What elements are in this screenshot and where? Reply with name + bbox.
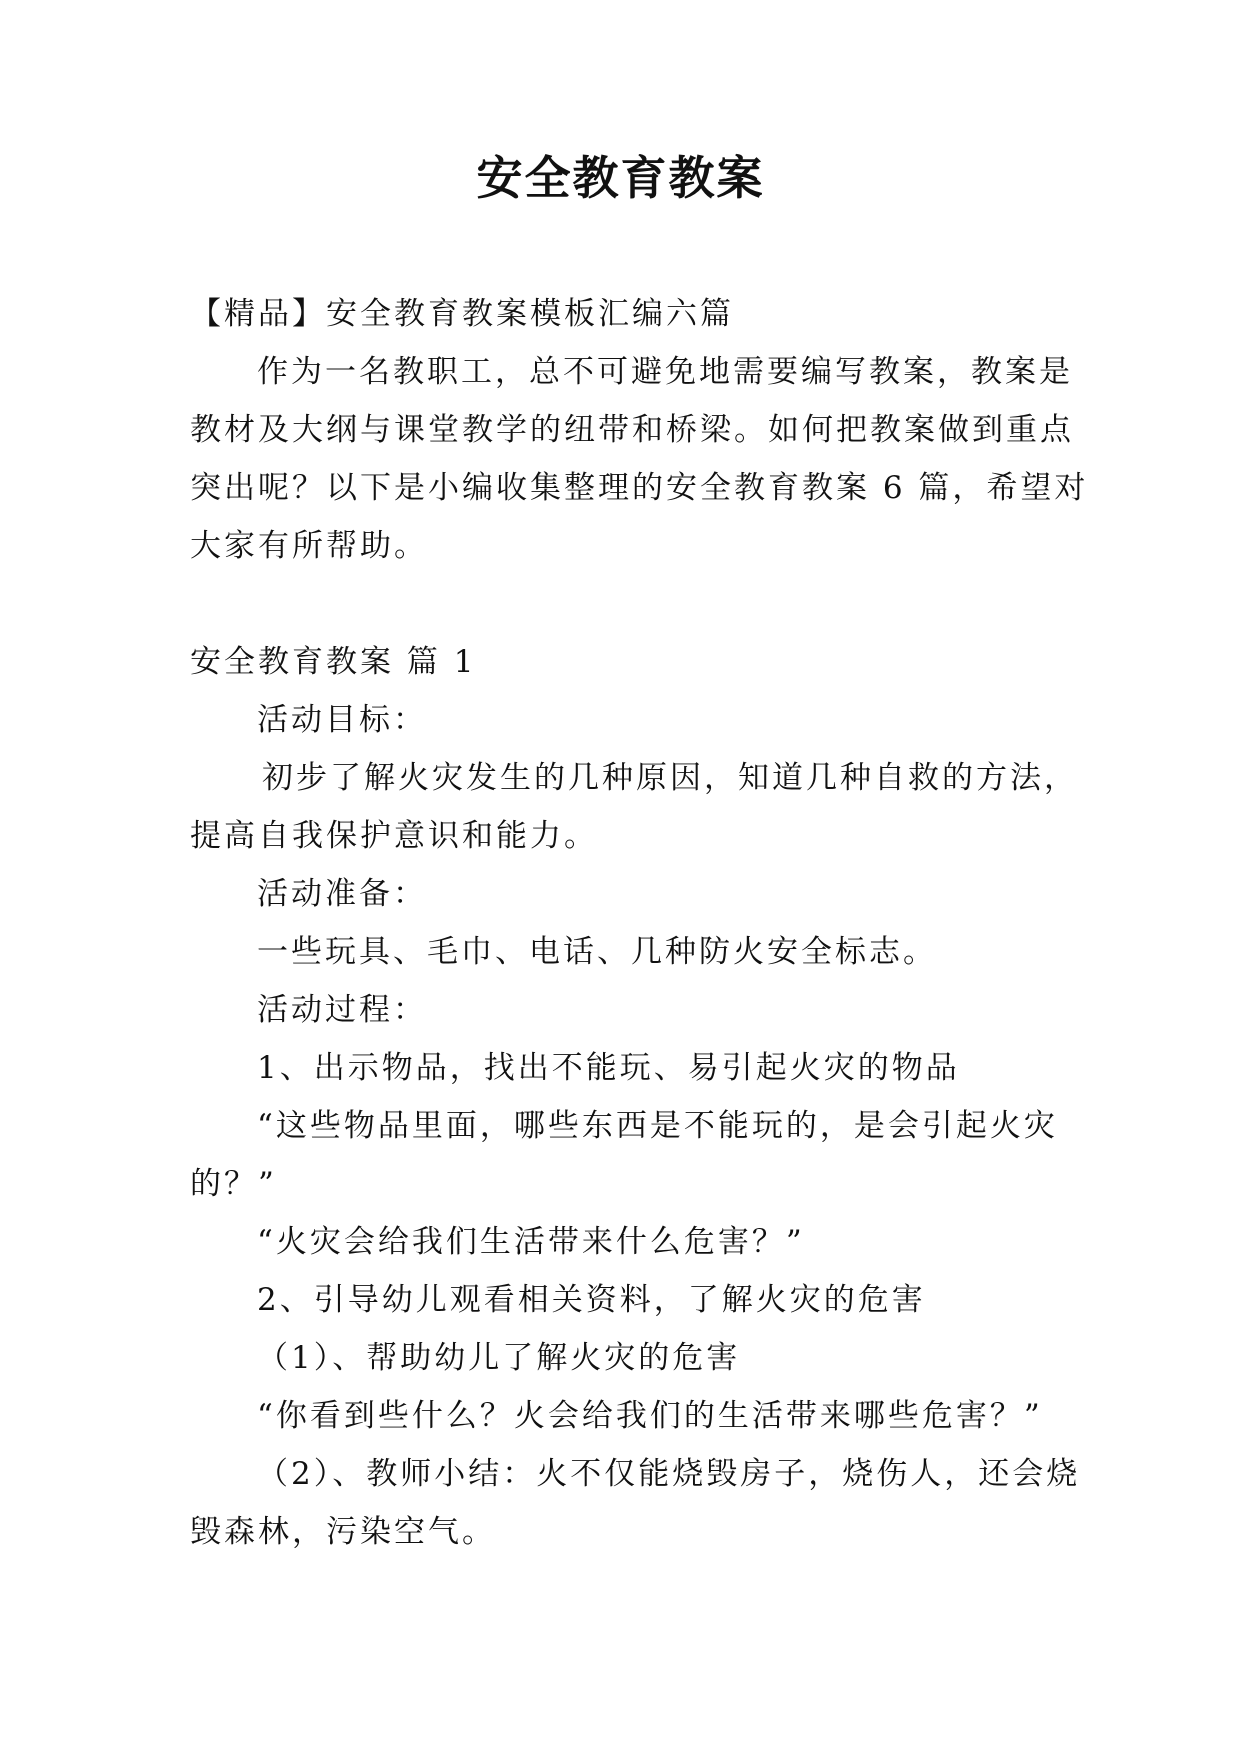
intro-line-3: 突出呢？以下是小编收集整理的安全教育教案 6 篇，希望对 xyxy=(190,470,1089,506)
paragraph-line: “这些物品里面，哪些东西是不能玩的，是会引起火灾 xyxy=(257,1108,1058,1144)
paragraph-line: 提高自我保护意识和能力。 xyxy=(190,818,598,854)
paragraph-line: （2）、教师小结：火不仅能烧毁房子，烧伤人，还会烧 xyxy=(257,1456,1081,1492)
paragraph-line: 1、出示物品，找出不能玩、易引起火灾的物品 xyxy=(257,1050,960,1086)
paragraph-line: 活动准备： xyxy=(257,876,427,912)
intro-line-4: 大家有所帮助。 xyxy=(190,528,428,564)
subtitle: 【精品】安全教育教案模板汇编六篇 xyxy=(190,296,734,332)
intro-line-2: 教材及大纲与课堂教学的纽带和桥梁。如何把教案做到重点 xyxy=(190,412,1074,448)
paragraph-line: 活动目标： xyxy=(257,702,427,738)
paragraph-line: “火灾会给我们生活带来什么危害？” xyxy=(257,1224,805,1260)
intro-line-1: 作为一名教职工，总不可避免地需要编写教案，教案是 xyxy=(257,354,1073,390)
paragraph-line: （1）、帮助幼儿了解火灾的危害 xyxy=(257,1340,741,1376)
paragraph-line: 的？” xyxy=(190,1166,277,1202)
paragraph-line: 活动过程： xyxy=(257,992,427,1028)
section-heading: 安全教育教案 篇 1 xyxy=(190,644,477,680)
paragraph-line: 毁森林，污染空气。 xyxy=(190,1514,496,1550)
paragraph-line: 一些玩具、毛巾、电话、几种防火安全标志。 xyxy=(257,934,937,970)
paragraph-line: 初步了解火灾发生的几种原因，知道几种自救的方法， xyxy=(262,760,1078,796)
paragraph-line: “你看到些什么？火会给我们的生活带来哪些危害？” xyxy=(257,1398,1043,1434)
paragraph-line: 2、引导幼儿观看相关资料，了解火灾的危害 xyxy=(257,1282,926,1318)
document-title: 安全教育教案 xyxy=(476,151,765,205)
